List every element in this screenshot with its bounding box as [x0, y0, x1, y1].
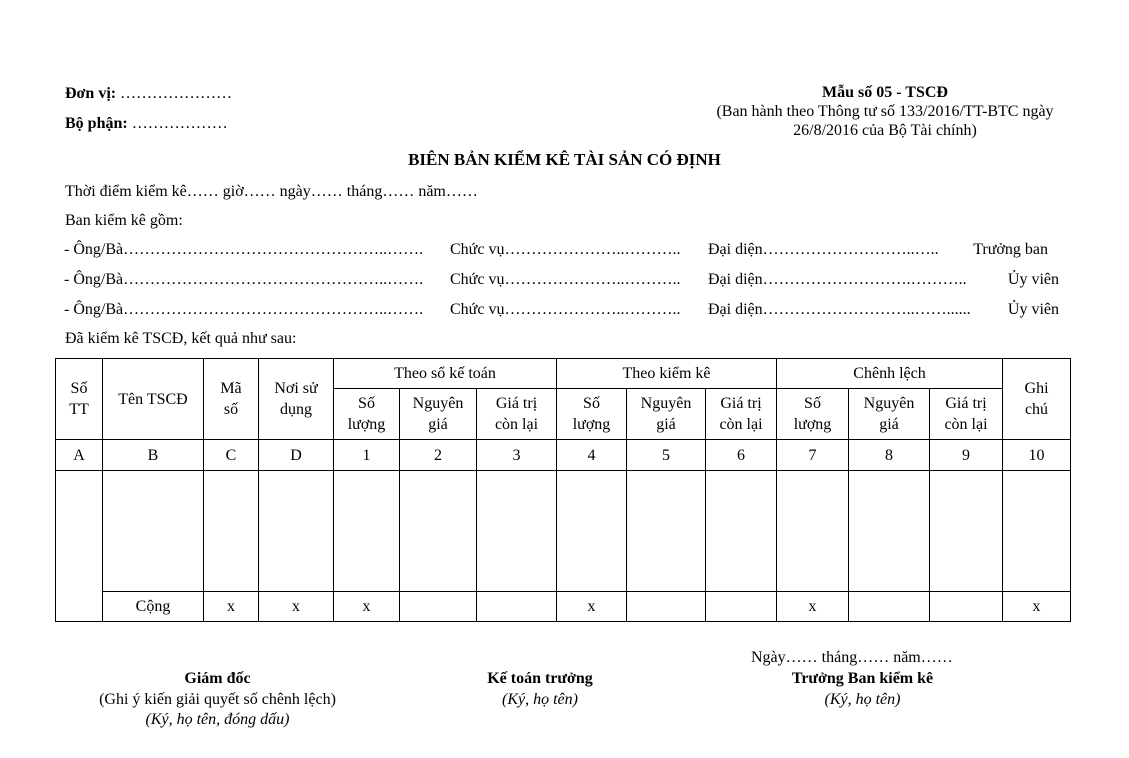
header-original-cost: Nguyên giá — [400, 389, 477, 440]
index-cell: B — [103, 440, 204, 471]
document-title: BIÊN BẢN KIỂM KÊ TÀI SẢN CÓ ĐỊNH — [408, 150, 721, 169]
member-representative: Đại diện……………………….……….. — [708, 271, 967, 288]
member-role: Trưởng ban — [973, 241, 1048, 258]
director-title: Giám đốc — [184, 670, 251, 687]
total-cell[interactable] — [477, 592, 557, 622]
total-cell: x — [777, 592, 849, 622]
chief-accountant-signature-block — [440, 669, 640, 710]
header-group-accounting-books: Theo sổ kế toán — [334, 359, 557, 389]
member-position: Chức vụ…………………..……….. — [450, 271, 681, 288]
total-cell: x — [204, 592, 259, 622]
header-place-of-use: Nơi sử dụng — [259, 359, 334, 440]
total-cell[interactable] — [849, 592, 930, 622]
count-quantity-cell[interactable] — [557, 471, 627, 592]
total-cell[interactable] — [627, 592, 706, 622]
member-role: Ủy viên — [1007, 271, 1059, 288]
note-cell[interactable] — [1003, 471, 1071, 592]
member-name: - Ông/Bà…………………………………………..……. — [64, 301, 424, 318]
member-representative: Đại diện………………………..……...... — [708, 301, 971, 318]
header-stt: Số TT — [56, 359, 103, 440]
form-code: Mẫu số 05 - TSCĐ — [822, 84, 948, 101]
signature-date-line: Ngày…… tháng…… năm…… — [751, 649, 953, 666]
committee-label: Ban kiểm kê gồm: — [65, 212, 183, 229]
book-residual-cell[interactable] — [477, 471, 557, 592]
header-asset-name: Tên TSCĐ — [103, 359, 204, 440]
column-index-row — [56, 440, 1071, 471]
member-representative: Đại diện………………………..….. — [708, 241, 939, 258]
inventory-time-line: Thời điểm kiểm kê…… giờ…… ngày…… tháng…… năm…… — [65, 183, 478, 200]
committee-head-signature-block — [760, 669, 965, 710]
result-label: Đã kiểm kê TSCĐ, kết quả như sau: — [65, 330, 297, 347]
director-note: (Ghi ý kiến giải quyết số chênh lệch) — [99, 690, 336, 708]
department-label: Bộ phận: — [65, 115, 128, 132]
department-value: ……………… — [131, 115, 228, 132]
fixed-asset-inventory-table — [55, 358, 1071, 622]
place-cell[interactable] — [259, 471, 334, 592]
form-issued-line-2: 26/8/2016 của Bộ Tài chính) — [793, 122, 977, 139]
header-group-inventory: Theo kiểm kê — [557, 359, 777, 389]
header-group-difference: Chênh lệch — [777, 359, 1003, 389]
committee-head-title: Trưởng Ban kiểm kê — [791, 670, 934, 687]
index-cell: A — [56, 440, 103, 471]
index-cell: 8 — [849, 440, 930, 471]
director-sign-instruction: (Ký, họ tên, đóng dấu) — [145, 711, 290, 728]
committee-head-sign-instruction: (Ký, họ tên) — [824, 690, 901, 708]
stt-cell[interactable] — [56, 471, 103, 622]
index-cell: 9 — [930, 440, 1003, 471]
index-cell: 3 — [477, 440, 557, 471]
index-cell: 5 — [627, 440, 706, 471]
asset-name-cell[interactable] — [103, 471, 204, 592]
total-label: Cộng — [103, 592, 204, 622]
member-role: Ủy viên — [1007, 301, 1059, 318]
header-quantity: Số lượng — [777, 389, 849, 440]
total-cell: x — [557, 592, 627, 622]
unit-value: ………………… — [120, 85, 233, 102]
header-quantity: Số lượng — [334, 389, 400, 440]
header-residual-value: Giá trị còn lại — [477, 389, 557, 440]
form-code-block — [700, 83, 1070, 140]
header-note: Ghi chú — [1003, 359, 1071, 440]
chief-accountant-sign-instruction: (Ký, họ tên) — [502, 690, 578, 708]
total-cell: x — [259, 592, 334, 622]
total-cell[interactable] — [400, 592, 477, 622]
header-original-cost: Nguyên giá — [849, 389, 930, 440]
total-row — [56, 592, 1071, 622]
department-field — [65, 114, 228, 134]
book-quantity-cell[interactable] — [334, 471, 400, 592]
chief-accountant-title: Kế toán trưởng — [487, 670, 593, 687]
unit-field — [65, 84, 232, 104]
committee-member-row — [64, 270, 1059, 292]
data-entry-row — [56, 471, 1071, 592]
count-cost-cell[interactable] — [627, 471, 706, 592]
member-position: Chức vụ…………………..……….. — [450, 301, 681, 318]
diff-quantity-cell[interactable] — [777, 471, 849, 592]
member-position: Chức vụ…………………..……….. — [450, 241, 681, 258]
index-cell: C — [204, 440, 259, 471]
member-name: - Ông/Bà…………………………………………..……. — [64, 271, 424, 288]
code-cell[interactable] — [204, 471, 259, 592]
committee-member-row — [64, 300, 1059, 322]
header-residual-value: Giá trị còn lại — [930, 389, 1003, 440]
index-cell: 2 — [400, 440, 477, 471]
index-cell: 6 — [706, 440, 777, 471]
director-signature-block — [60, 669, 375, 731]
total-cell: x — [334, 592, 400, 622]
count-residual-cell[interactable] — [706, 471, 777, 592]
header-row-1 — [56, 359, 1071, 389]
header-original-cost: Nguyên giá — [627, 389, 706, 440]
form-issued-line-1: (Ban hành theo Thông tư số 133/2016/TT-BTC ngày — [716, 103, 1054, 120]
diff-residual-cell[interactable] — [930, 471, 1003, 592]
diff-cost-cell[interactable] — [849, 471, 930, 592]
index-cell: 7 — [777, 440, 849, 471]
total-cell[interactable] — [930, 592, 1003, 622]
index-cell: D — [259, 440, 334, 471]
committee-member-row — [64, 240, 1059, 262]
index-cell: 10 — [1003, 440, 1071, 471]
total-cell: x — [1003, 592, 1071, 622]
header-quantity: Số lượng — [557, 389, 627, 440]
book-cost-cell[interactable] — [400, 471, 477, 592]
index-cell: 4 — [557, 440, 627, 471]
header-residual-value: Giá trị còn lại — [706, 389, 777, 440]
header-code: Mã số — [204, 359, 259, 440]
index-cell: 1 — [334, 440, 400, 471]
member-name: - Ông/Bà…………………………………………..……. — [64, 241, 424, 258]
unit-label: Đơn vị: — [65, 85, 117, 102]
total-cell[interactable] — [706, 592, 777, 622]
